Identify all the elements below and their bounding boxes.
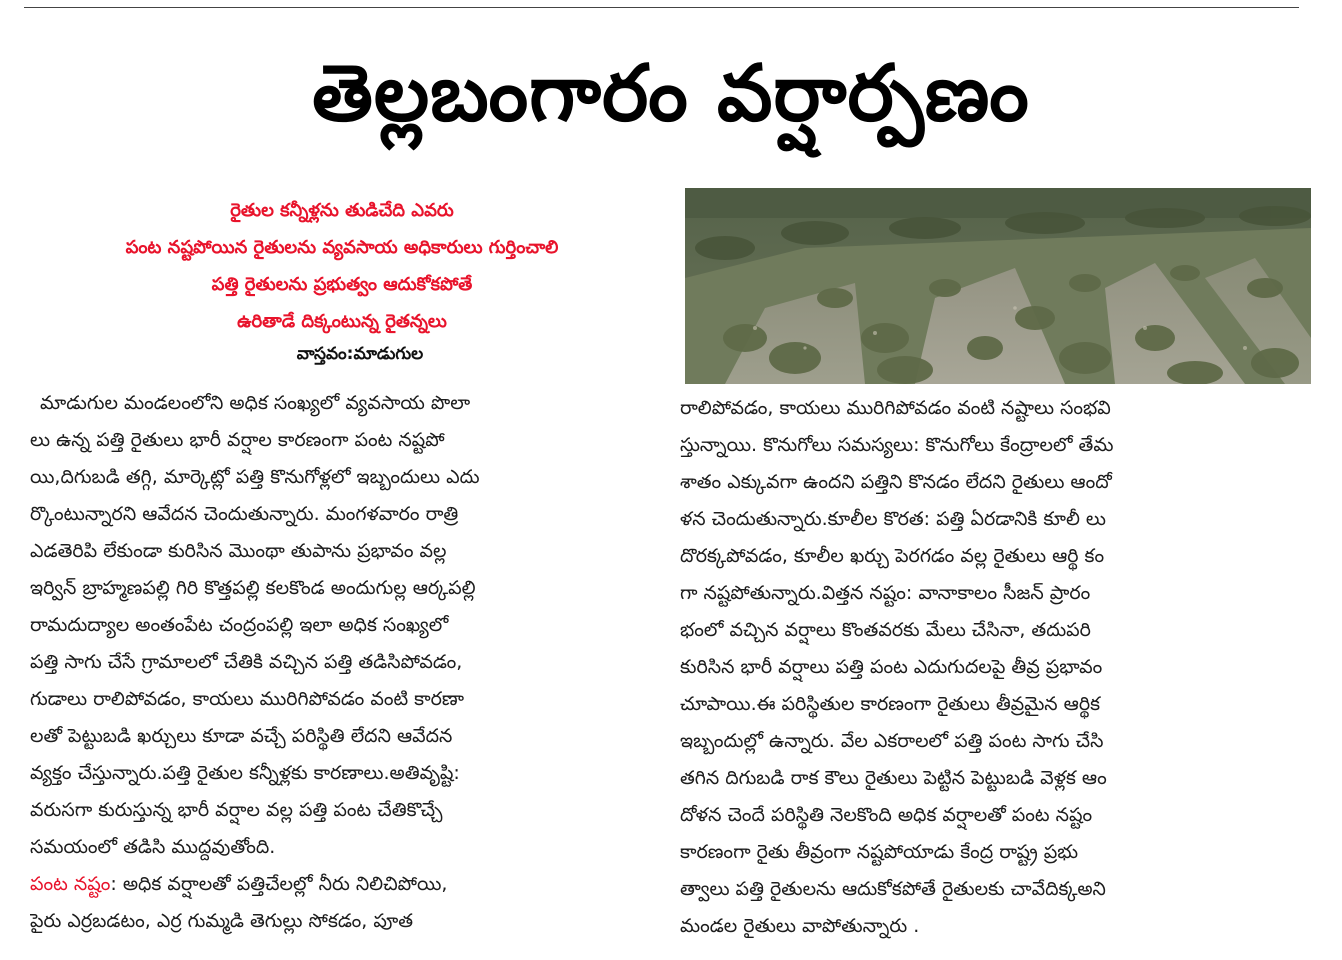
text-line: దొరక్కపోవడం, కూలీల ఖర్చు పెరగడం వల్ల రైతులు ఆర్థి కం	[680, 545, 1105, 567]
text-line: ఇబ్బందుల్లో ఉన్నారు. వేల ఎకరాలలో పత్తి పంట సాగు చేసి	[680, 730, 1104, 752]
text-line: చూపాయి.ఈ పరిస్థితుల కారణంగా రైతులు తీవ్రమైన ఆర్థిక	[680, 693, 1101, 715]
text-line: మండల రైతులు వాపోతున్నారు .	[680, 915, 920, 937]
text-line: కారణంగా రైతు తీవ్రంగా నష్టపోయాడు కేంద్ర రాష్ట్ర ప్రభు	[680, 841, 1079, 863]
subhead-3: పత్తి రైతులను ప్రభుత్వం ఆదుకోకపోతే	[211, 274, 473, 295]
dateline: వాస్తవం:మాడుగుల	[296, 344, 424, 364]
text-line: ళన చెందుతున్నారు.కూలీల కొరత: పత్తి ఏరడానికి కూలీ లు	[680, 508, 1106, 530]
subhead-2: పంట నష్టపోయిన రైతులను వ్యవసాయ అధికారులు గుర్తించాలి	[125, 237, 559, 258]
subheads	[30, 192, 654, 340]
text-line: ఇర్విన్ బ్రాహ్మణపల్లి గిరి కొత్తపల్లి కలకొండ అందుగుల్ల ఆర్కపల్లి	[30, 577, 476, 599]
text-line: దోళన చెందే పరిస్థితి నెలకొంది అధిక వర్షాలతో పంట నష్టం	[680, 804, 1093, 826]
text-line-with-label	[30, 866, 655, 903]
text-line: పైరు ఎర్రబడటం, ఎర్ర గుమ్మడి తెగుల్లు సోకడం, పూత	[30, 910, 414, 932]
text-line: పత్తి సాగు చేసే గ్రామాలలో చేతికి వచ్చిన పత్తి తడిసిపోవడం,	[30, 651, 463, 673]
text-line: కురిసిన భారీ వర్షాలు పత్తి పంట ఎదుగుదలపై తీవ్ర ప్రభావం	[680, 656, 1103, 678]
text-line: ఎడతెరిపి లేకుండా కురిసిన మొంథా తుపాను ప్రభావం వల్ల	[30, 540, 447, 562]
text-line: స్తున్నాయి. కొనుగోలు సమస్యలు: కొనుగోలు కేంద్రాలలో తేమ	[680, 434, 1114, 456]
text-line: లు ఉన్న పత్తి రైతులు భారీ వర్షాల కారణంగా పంట నష్టపో	[30, 429, 445, 451]
text-line: త్వాలు పత్తి రైతులను ఆదుకోకపోతే రైతులకు చావేదిక్కఅని	[680, 878, 1106, 900]
right-column	[680, 390, 1308, 945]
text-line: భంలో వచ్చిన వర్షాలు కొంతవరకు మేలు చేసినా, తదుపరి	[680, 619, 1091, 641]
left-column	[30, 385, 655, 940]
text-line: లతో పెట్టుబడి ఖర్చులు కూడా వచ్చే పరిస్థితి లేదని ఆవేదన	[30, 725, 453, 747]
text-line: గా నష్టపోతున్నారు.విత్తన నష్టం: వానాకాలం సీజన్ ప్రారం	[680, 582, 1091, 604]
text-line: రాలిపోవడం, కాయలు మురిగిపోవడం వంటి నష్టాలు సంభవి	[680, 397, 1111, 419]
text-line: ర్కొంటున్నారని ఆవేదన చెందుతున్నారు. మంగళవారం రాత్రి	[30, 503, 459, 525]
text-line: వ్యక్తం చేస్తున్నారు.పత్తి రైతుల కన్నీళ్లకు కారణాలు.అతివృష్టి:	[30, 762, 460, 784]
text-line: మాడుగుల మండలంలోని అధిక సంఖ్యలో వ్యవసాయ పొలా	[40, 392, 471, 414]
headline: తెల్లబంగారం వర్షార్పణం	[312, 49, 1030, 139]
text-line: సమయంలో తడిసి ముద్దవుతోంది.	[30, 836, 276, 858]
crop-loss-label: పంట నష్టం	[30, 873, 111, 895]
top-rule	[24, 7, 1299, 8]
crop-loss-text: : అధిక వర్షాలతో పత్తిచేలల్లో నీరు నిలిచిపోయి,	[110, 873, 448, 895]
text-line: రామదుద్యాల అంతంపేట చంద్రంపల్లి ఇలా అధిక సంఖ్యలో	[30, 614, 449, 636]
subhead-4: ఉరితాడే దిక్కంటున్న రైతన్నలు	[237, 311, 447, 332]
text-line: గుడాలు రాలిపోవడం, కాయలు మురిగిపోవడం వంటి కారణా	[30, 688, 465, 710]
text-line: తగిన దిగుబడి రాక కౌలు రైతులు పెట్టిన పెట్టుబడి వెళ్లక ఆం	[680, 767, 1107, 789]
text-line: వరుసగా కురుస్తున్న భారీ వర్షాల వల్ల పత్తి పంట చేతికొచ్చే	[30, 799, 443, 821]
cotton-field-photo	[685, 188, 1311, 384]
subhead-1: రైతుల కన్నీళ్లను తుడిచేది ఎవరు	[230, 200, 454, 221]
text-line: యి,దిగుబడి తగ్గి, మార్కెట్లో పత్తి కొనుగోళ్లలో ఇబ్బందులు ఎదు	[30, 466, 480, 488]
text-line: శాతం ఎక్కువగా ఉందని పత్తిని కొనడం లేదని రైతులు ఆందో	[680, 471, 1112, 493]
